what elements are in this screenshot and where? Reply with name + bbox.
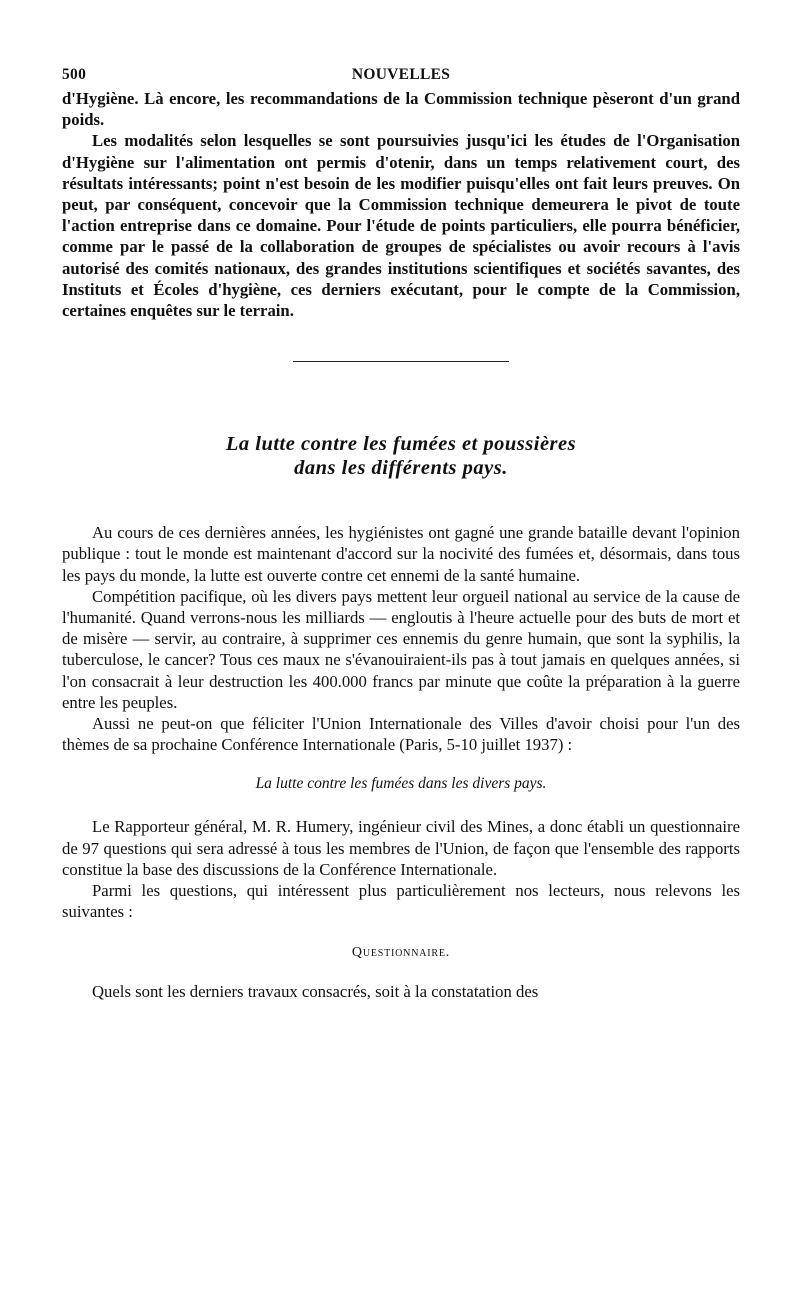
paragraph: Compétition pacifique, où les divers pays mettent leur orgueil national au service de la cause de l'humanité. Quand verrons-nous les milliards — engloutis à l'heure actuelle pour des buts de mort et de misère — servir, au contraire, à supprimer ces ennemis du genre humain, que sont la syphilis, la tuberculose, le cancer? Tous ces maux ne s'évanouiraient-ils pas à tout jamais en quelques années, si l'on consacrait à leur destruction les 400.000 francs par minute que coûte la préparation à la guerre entre les peuples. — [62, 586, 740, 712]
section-fumees-text — [62, 522, 740, 1002]
paragraph: Quels sont les derniers travaux consacrés, soit à la constatation des — [92, 982, 539, 1002]
page-number: 500 — [62, 66, 87, 83]
section-divider — [293, 361, 509, 362]
book-page — [62, 62, 740, 1003]
running-title: NOUVELLES — [351, 66, 451, 83]
article-title-line-1: La lutte contre les fumées et poussières — [225, 433, 577, 456]
running-header — [62, 62, 740, 88]
paragraph: Parmi les questions, qui intéressent plus particulièrement nos lecteurs, nous relevons les suivantes : — [62, 881, 740, 922]
paragraph: Au cours de ces dernières années, les hygiénistes ont gagné une grande bataille devant l'opinion publique : tout le monde est maintenant d'accord sur la nocivité des fumées et, désormais, dans tous les pays du monde, la lutte est ouverte contre cet ennemi de la santé humaine. — [62, 523, 740, 585]
paragraph: Aussi ne peut-on que féliciter l'Union Internationale des Villes d'avoir choisi pour l'un des thèmes de sa prochaine Conférence Internationale (Paris, 5-10 juillet 1937) : — [62, 714, 740, 755]
paragraph-continued: d'Hygiène. Là encore, les recommandations de la Commission technique pèseront d'un grand poids. — [62, 89, 740, 130]
paragraph: Le Rapporteur général, M. R. Humery, ingénieur civil des Mines, a donc établi un questionnaire de 97 questions qui sera adressé à tous les membres de l'Union, de façon que l'ensemble des rapports constitue la base des discussions de la Conférence Internationale. — [62, 817, 740, 879]
questionnaire-heading: Questionnaire. — [351, 945, 451, 961]
conference-theme-subtitle: La lutte contre les fumées dans les divers pays. — [255, 775, 547, 793]
article-title-line-2: dans les différents pays. — [294, 457, 508, 480]
section-hygiene-text — [62, 88, 740, 321]
paragraph: Les modalités selon lesquelles se sont poursuivies jusqu'ici les études de l'Organisation d'Hygiène sur l'alimentation ont permis d'otenir, dans un temps relativement court, des résultats intéressants; point n'est besoin de les modifier puisqu'elles ont fait leurs preuves. On peut, par conséquent, concevoir que la Commission technique demeurera le pivot de toute l'action entreprise dans ce domaine. Pour l'étude de points particuliers, elle pourra bénéficier, comme par le passé de la collaboration de groupes de spécialistes ou avoir recours à l'avis autorisé des comités nationaux, des grandes institutions scientifiques et sociétés savantes, des Instituts et Écoles d'hygiène, ces derniers exécutant, pour le compte de la Commission, certaines enquêtes sur le terrain. — [62, 131, 740, 321]
article-title — [62, 432, 740, 480]
